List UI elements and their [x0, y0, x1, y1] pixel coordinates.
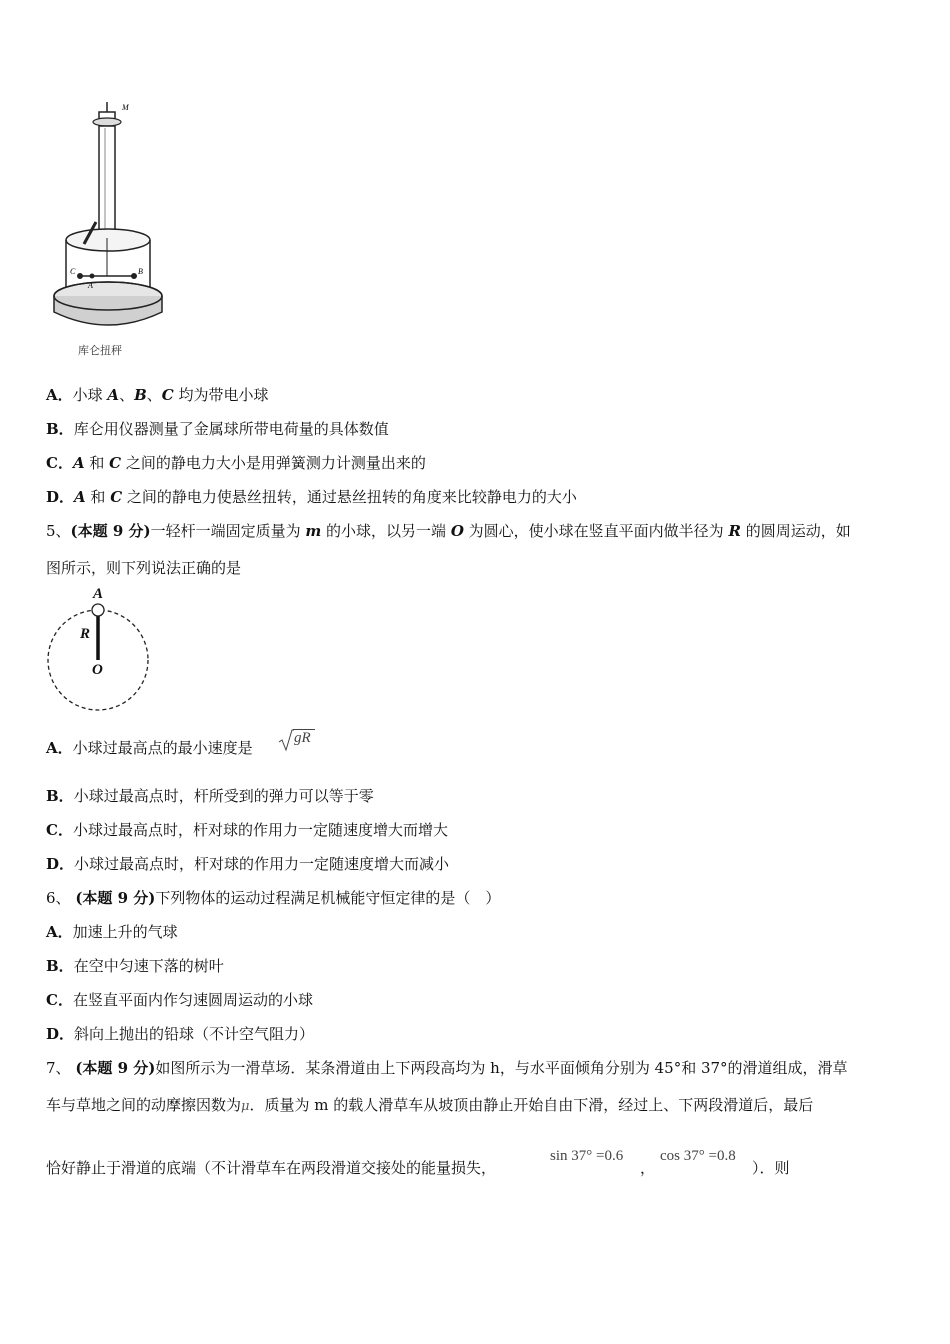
torsion-balance-figure: [44, 98, 174, 344]
sqrt-formula: gR: [278, 728, 318, 752]
q7-stem-line2: 车与草地之间的动摩擦因数为μ．质量为 m 的载人滑草车从坡顶由静止开始自由下滑，经过上、下两段滑道后，最后: [46, 1096, 814, 1114]
q5-option-a: A．小球过最高点的最小速度是: [46, 739, 253, 757]
label-point-a: A: [93, 586, 104, 602]
formula-cos: cos 37° =0.8: [660, 1148, 736, 1164]
q7-stem-line3-end: ）．则: [752, 1159, 790, 1177]
q5-option-c: C．小球过最高点时，杆对球的作用力一定随速度增大而增大: [46, 821, 448, 839]
label-a: A: [88, 281, 93, 290]
q7-stem-line1: 7、 (本题 9 分)如图所示为一滑草场．某条滑道由上下两段高均为 h，与水平面倾角分别为 45°和 37°的滑道组成，滑草: [46, 1059, 848, 1077]
label-c: C: [70, 267, 76, 276]
q4-option-b: B．库仑用仪器测量了金属球所带电荷量的具体数值: [46, 420, 389, 438]
label-b: B: [138, 267, 143, 276]
label-m: M: [122, 103, 129, 112]
formula-sin: sin 37° =0.6: [550, 1148, 624, 1164]
q5-option-d: D．小球过最高点时，杆对球的作用力一定随速度增大而减小: [46, 855, 450, 873]
q6-option-d: D．斜向上抛出的铅球（不计空气阻力）: [46, 1025, 315, 1043]
q4-option-d: D．A 和 C 之间的静电力使悬丝扭转，通过悬丝扭转的角度来比较静电力的大小: [46, 488, 577, 506]
figure-caption: 库仑扭秤: [78, 344, 122, 357]
formula-separator: ，: [640, 1159, 656, 1177]
label-center: O: [92, 662, 103, 678]
label-radius: R: [80, 626, 91, 642]
q6-option-a: A．加速上升的气球: [46, 923, 178, 941]
sqrt-sign-icon: [278, 728, 294, 752]
q5-option-b: B．小球过最高点时，杆所受到的弹力可以等于零: [46, 787, 374, 805]
q4-option-c: C．A 和 C 之间的静电力大小是用弹簧测力计测量出来的: [46, 454, 426, 472]
q6-stem: 6、 (本题 9 分)下列物体的运动过程满足机械能守恒定律的是（ ）: [46, 889, 501, 907]
mu-symbol: μ: [241, 1099, 250, 1114]
circle-rod-figure: [44, 590, 154, 716]
q7-stem-line3: 恰好静止于滑道的底端（不计滑草车在两段滑道交接处的能量损失，: [46, 1159, 497, 1177]
q5-stem-line2: 图所示，则下列说法正确的是: [46, 559, 242, 577]
q6-option-c: C．在竖直平面内作匀速圆周运动的小球: [46, 991, 313, 1009]
q5-stem-line1: 5、(本题 9 分)一轻杆一端固定质量为 m 的小球，以另一端 O 为圆心，使小球在竖直平面内做半径为 R 的圆周运动，如: [46, 522, 851, 540]
q4-option-a: A．小球 A、B、C 均为带电小球: [46, 386, 269, 404]
q6-option-b: B．在空中匀速下落的树叶: [46, 957, 224, 975]
